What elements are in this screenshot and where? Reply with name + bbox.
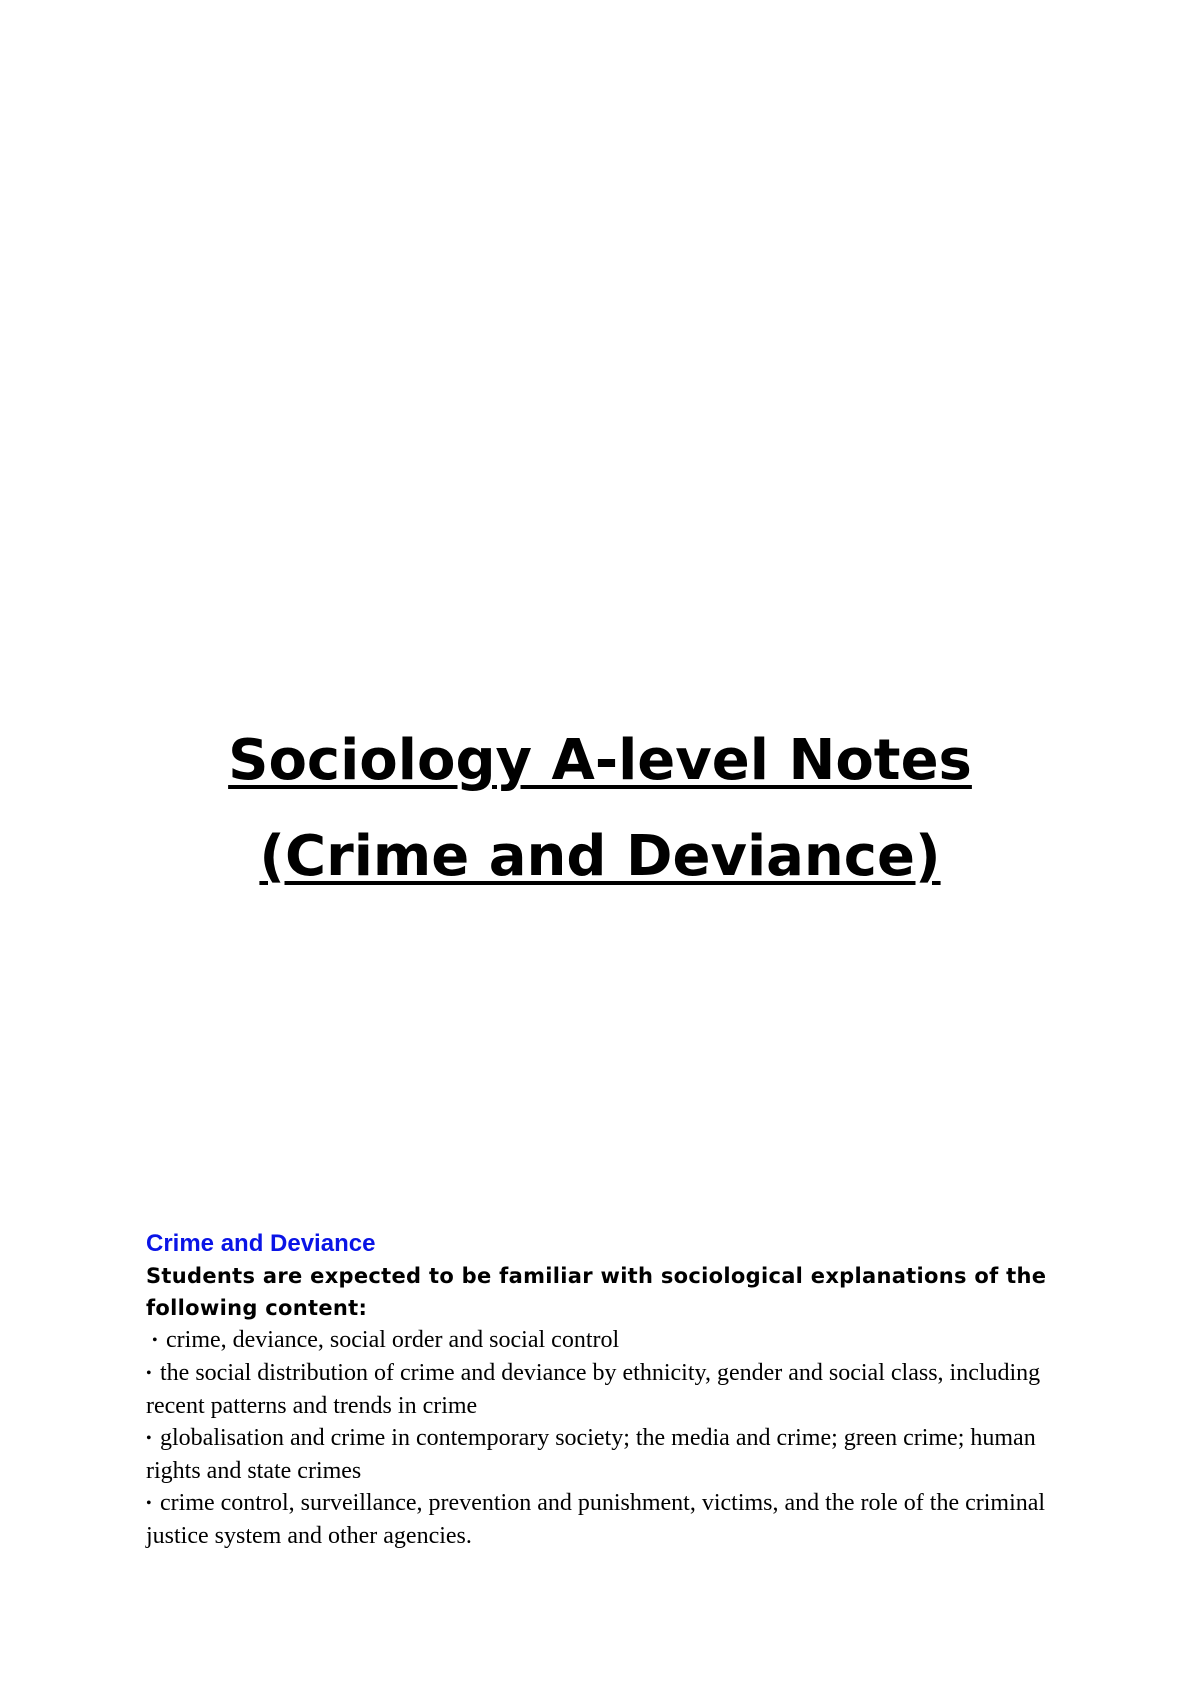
bullet-icon: • — [152, 1332, 158, 1349]
section-heading: Crime and Deviance — [146, 1230, 376, 1257]
content-list — [146, 1324, 1086, 1552]
list-item-text: globalisation and crime in contemporary society; the media and crime; green crime; human rights and state crimes — [146, 1425, 1036, 1484]
list-item — [146, 1357, 1086, 1422]
bullet-icon: • — [146, 1430, 152, 1447]
list-item-text: crime, deviance, social order and social control — [166, 1327, 620, 1353]
bullet-icon: • — [146, 1365, 152, 1382]
document-title-line-1: Sociology A-level Notes — [228, 728, 972, 793]
specification-section — [146, 1228, 1086, 1552]
bullet-icon: • — [146, 1495, 152, 1512]
list-item-text: the social distribution of crime and deviance by ethnicity, gender and social class, including recent patterns and trends in crime — [146, 1360, 1041, 1419]
title-block — [0, 713, 1200, 905]
list-item — [146, 1324, 1086, 1357]
list-item — [146, 1487, 1086, 1552]
list-item — [146, 1422, 1086, 1487]
document-title-line-2: (Crime and Deviance) — [259, 824, 941, 889]
section-intro: Students are expected to be familiar with sociological explanations of the following content: — [146, 1264, 1047, 1320]
list-item-text: crime control, surveillance, prevention and punishment, victims, and the role of the criminal justice system and other agencies. — [146, 1490, 1046, 1549]
